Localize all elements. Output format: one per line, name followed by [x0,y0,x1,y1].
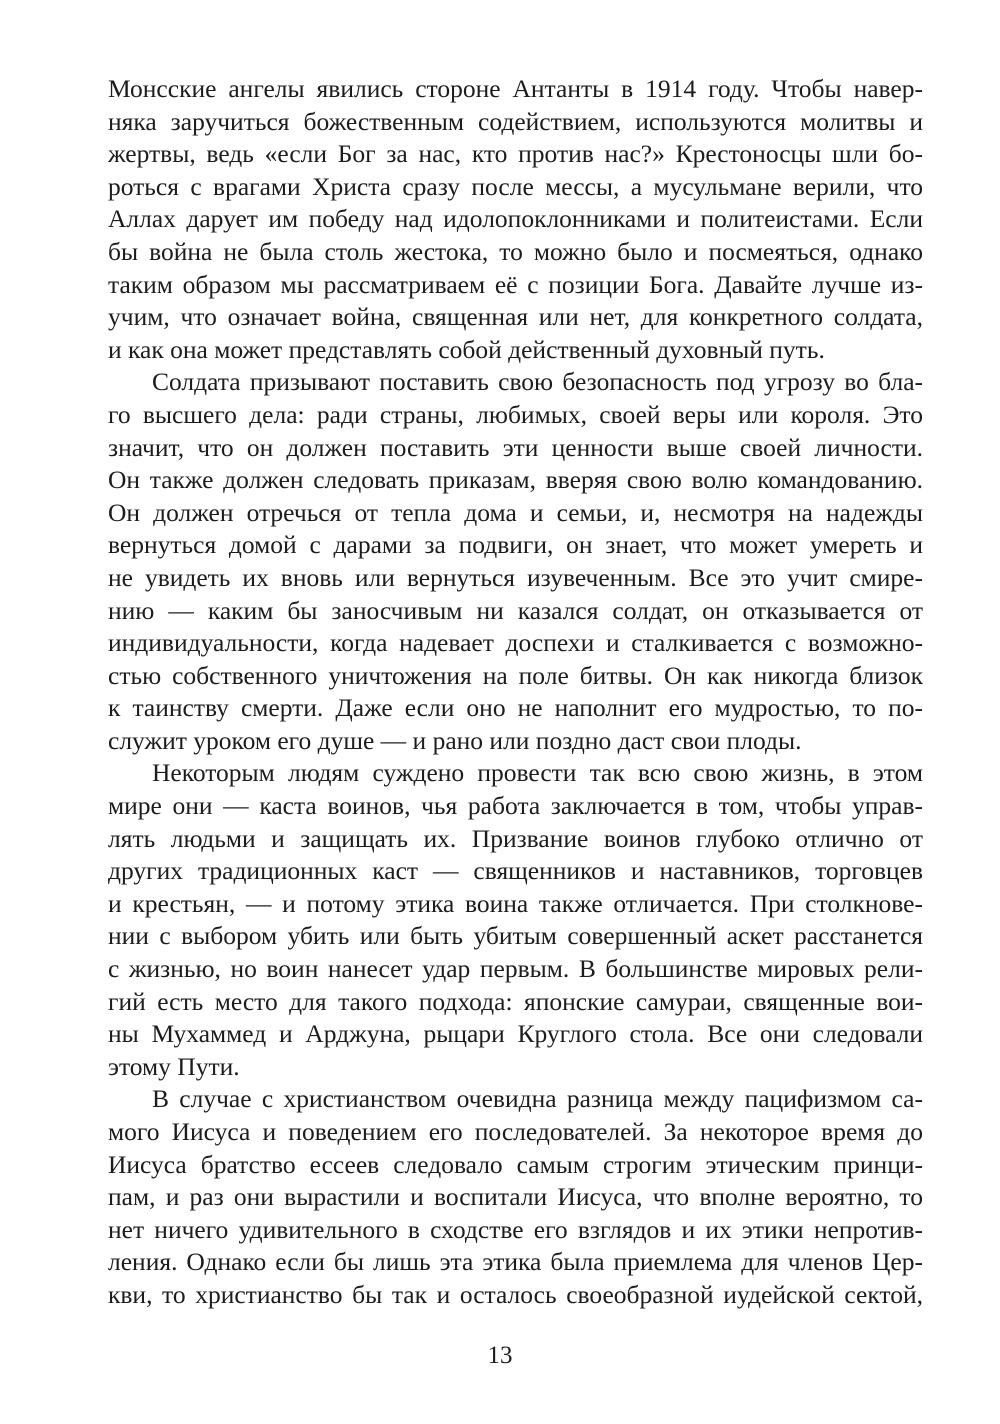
text-line: гий есть место для такого подхода: японские самураи, священные вои- [108,986,923,1016]
text-line: жертвы, ведь «если Бог за нас, кто против нас?» Крестоносцы шли бо- [108,139,923,169]
text-line: мире они — каста воинов, чья работа заключается в том, чтобы управ- [108,791,923,821]
paragraph-2 [108,366,923,757]
text-line: других традиционных каст — священников и наставников, торговцев [108,856,923,886]
text-line: и как она может представлять собой действенный духовный путь. [108,334,825,364]
text-line: стью собственного уничтожения на поле битвы. Он как никогда близок [108,660,923,690]
text-line: нии с выбором убить или быть убитым совершенный аскет расстанется [108,921,923,951]
paragraph-1 [108,73,923,366]
text-line: нию — каким бы заносчивым ни казался солдат, он отказывается от [108,595,923,625]
text-line: кви, то христианство бы так и осталось своеобразной иудейской сектой, [108,1279,923,1309]
text-line: Аллах дарует им победу над идолопоклонниками и политеистами. Если [108,204,923,234]
text-line: Он также должен следовать приказам, вверяя свою волю командованию. [108,465,923,495]
text-line: Он должен отречься от тепла дома и семьи, и, несмотря на надежды [108,497,923,527]
text-line: Иисуса братство ессеев следовало самым строгим этическим принци- [108,1149,923,1179]
text-line: В случае с христианством очевидна разница между пацифизмом са- [152,1084,923,1114]
text-line: индивидуальности, когда надевает доспехи и сталкивается с возможно- [108,628,923,658]
text-line: няка заручиться божественным содействием, используются молитвы и [108,106,923,136]
text-line: этому Пути. [108,1051,240,1081]
text-line: нет ничего удивительного в сходстве его взглядов и их этики непротив- [108,1214,923,1244]
text-line: значит, что он должен поставить эти ценности выше своей личности. [108,432,923,462]
text-line: с жизнью, но воин нанесет удар первым. В большинстве мировых рели- [108,954,923,984]
text-line: мого Иисуса и поведением его последователей. За некоторое время до [108,1117,923,1146]
text-line: ны Мухаммед и Арджуна, рыцари Круглого стола. Все они следовали [108,1019,923,1049]
text-line: служит уроком его душе — и рано или поздно даст свои плоды. [108,725,802,755]
text-line: и крестьян, — и потому этика воина также отличается. При столкнове- [108,888,923,918]
text-line: Монсские ангелы явились стороне Антанты в 1914 году. Чтобы навер- [108,74,923,103]
text-line: вернуться домой с дарами за подвиги, он знает, что может умереть и [108,530,923,560]
text-line: ления. Однако если бы лишь эта этика была приемлема для членов Цер- [108,1247,923,1277]
paragraph-3 [108,757,923,1083]
paragraph-4 [108,1083,923,1311]
text-line: учим, что означает война, священная или нет, для конкретного солдата, [108,302,923,332]
text-line: роться с врагами Христа сразу после мессы, а мусульмане верили, что [108,171,923,201]
page-number: 13 [487,1342,513,1369]
text-line: Некоторым людям суждено провести так всю свою жизнь, в этом [152,758,923,788]
text-line: Солдата призывают поставить свою безопасность под угрозу во бла- [152,367,923,397]
text-line: не увидеть их вновь или вернуться изувеченным. Все это учит смире- [108,562,923,592]
text-line: пам, и раз они вырастили и воспитали Иисуса, что вполне вероятно, то [108,1182,923,1212]
text-line: го высшего дела: ради страны, любимых, своей веры или короля. Это [108,399,923,429]
text-line: к таинству смерти. Даже если оно не наполнит его мудростью, то по- [108,693,923,723]
text-line: бы война не была столь жестока, то можно было и посмеяться, однако [108,236,923,266]
body-text [108,73,923,1312]
text-line: таким образом мы рассматриваем её с позиции Бога. Давайте лучше из- [108,269,923,299]
text-line: лять людьми и защищать их. Призвание воинов глубоко отлично от [108,823,923,853]
